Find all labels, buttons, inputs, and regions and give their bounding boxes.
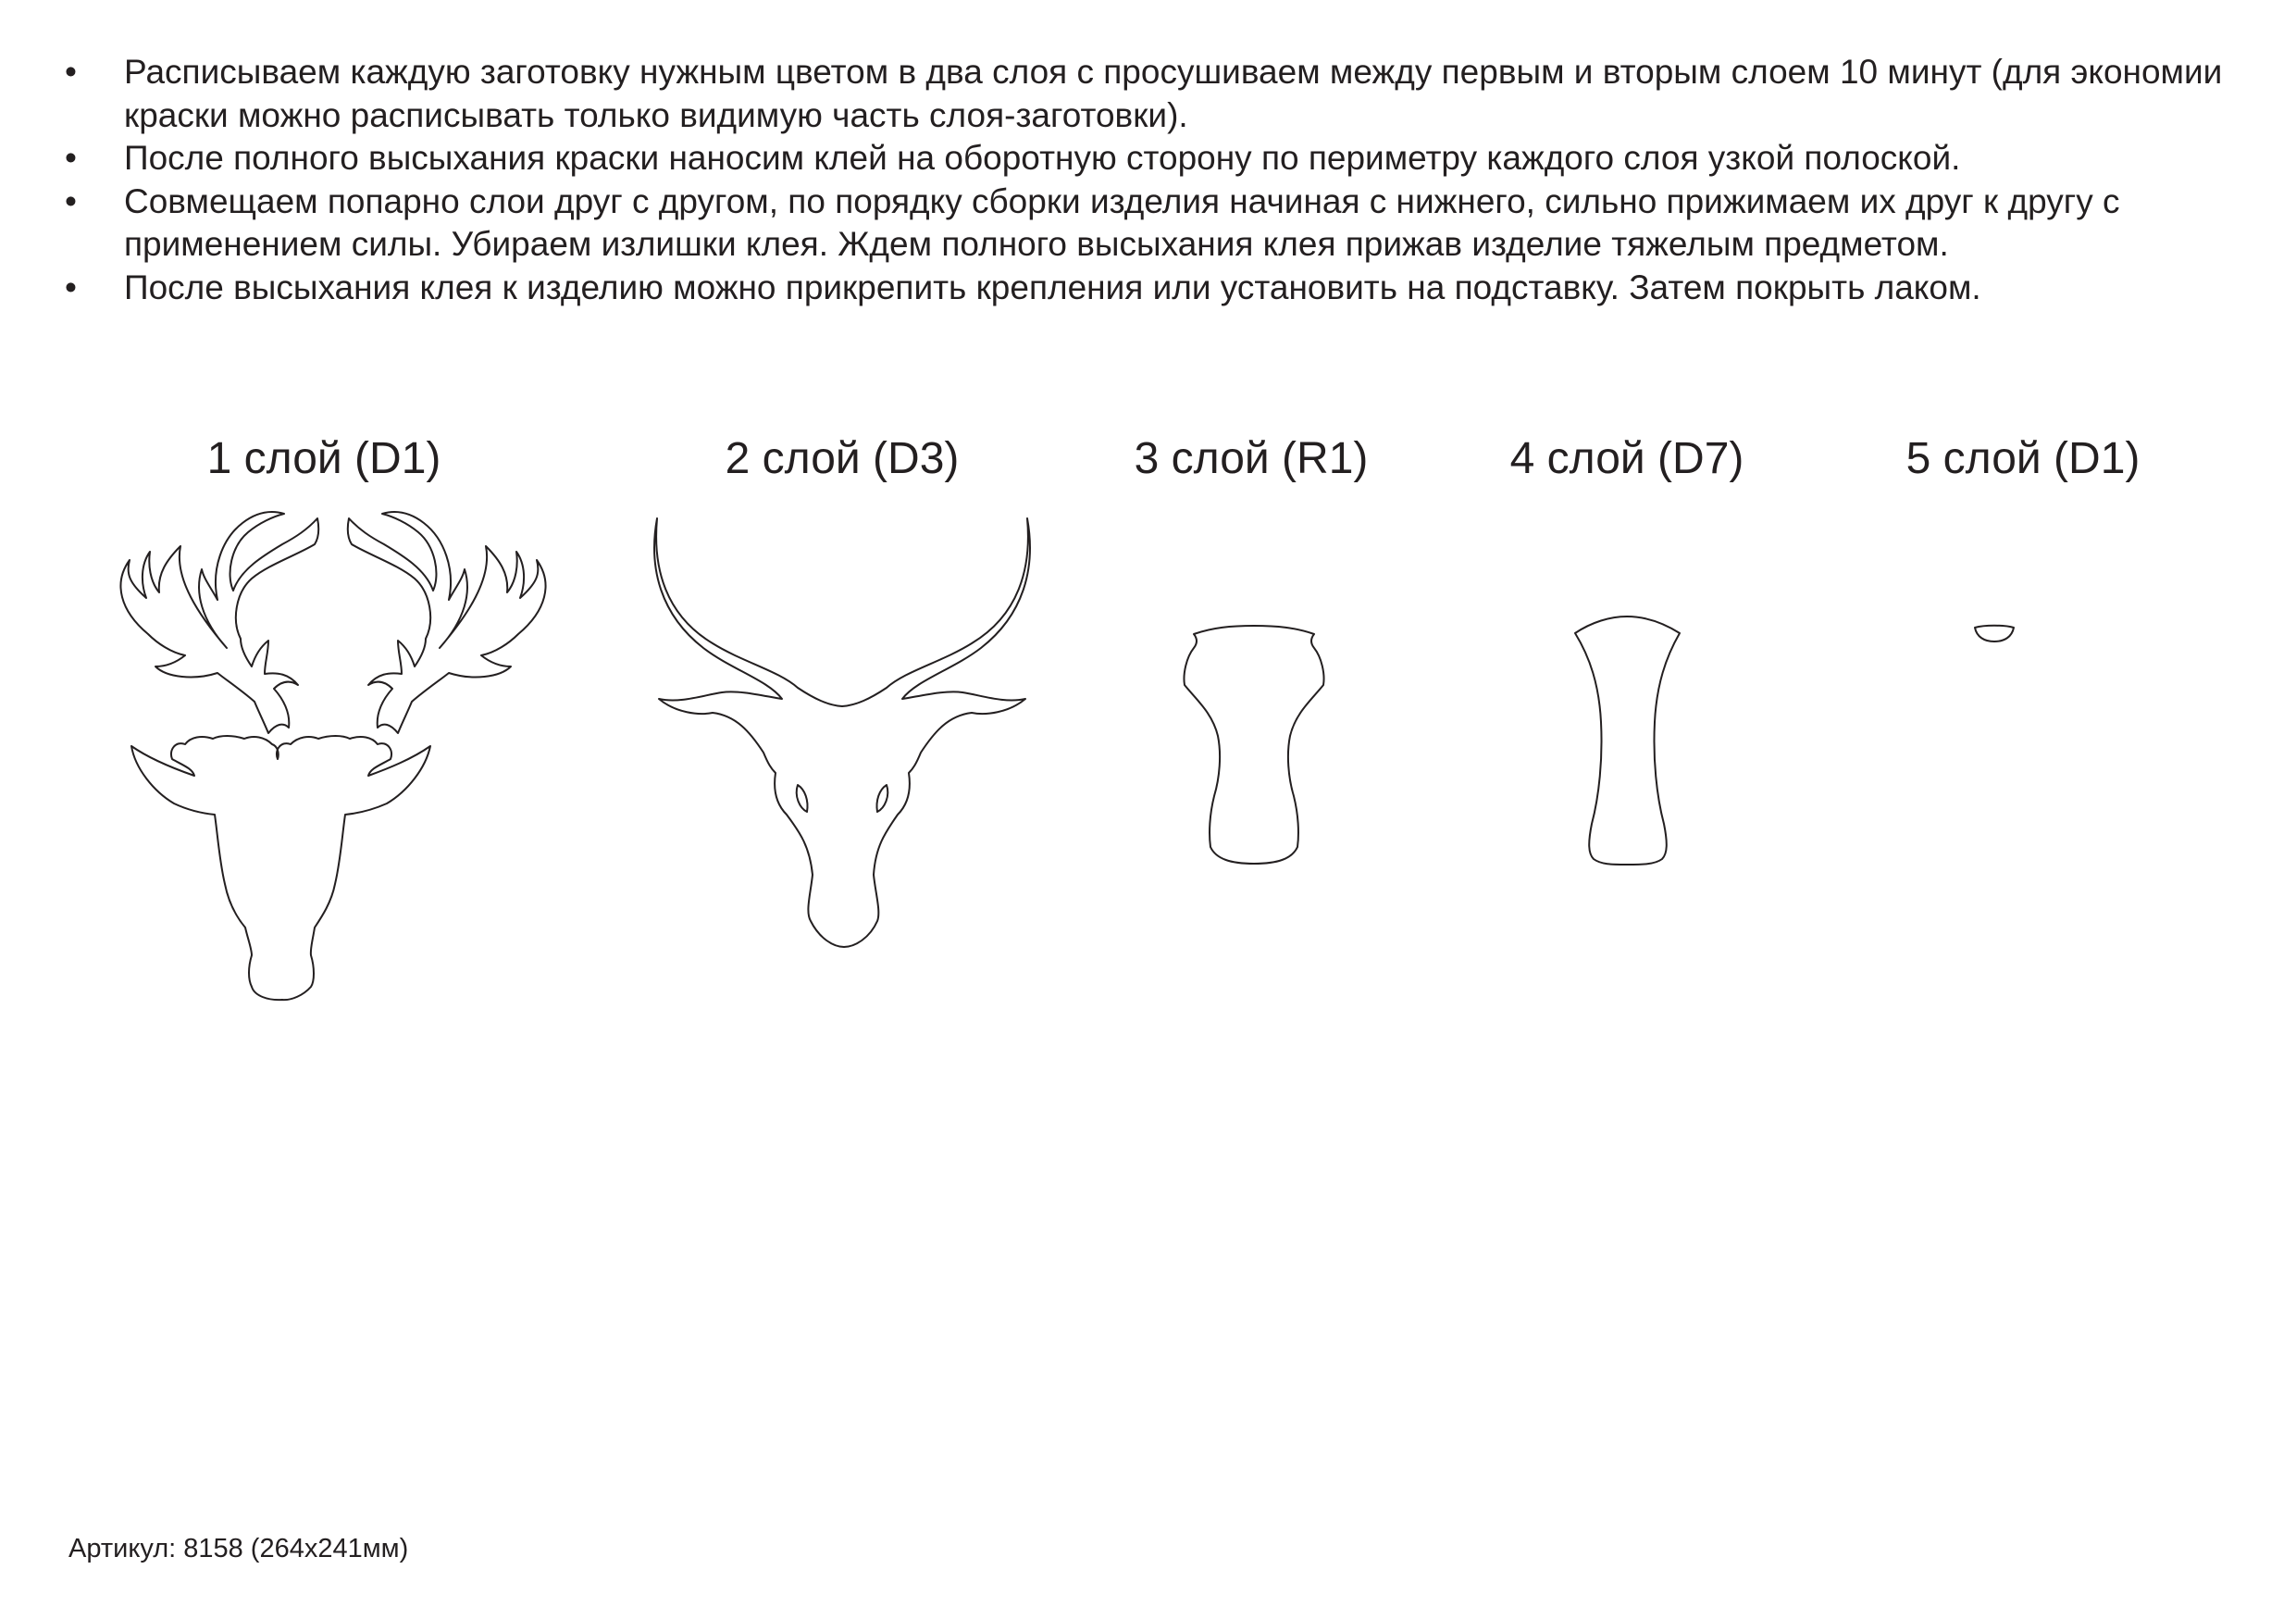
instruction-item	[65, 267, 2277, 310]
nose-tip-piece-icon	[1971, 620, 2017, 648]
muzzle-outline	[1184, 626, 1323, 864]
layer-4-label: 4 слой (D7)	[1509, 434, 1744, 483]
instruction-text: После высыхания клея к изделию можно прикрепить крепления или установить на подставку. Затем покрыть лаком.	[124, 268, 1981, 306]
bullet: •	[65, 181, 77, 220]
instruction-item	[65, 137, 2277, 181]
deer-head-outline	[131, 736, 430, 1000]
right-antler-icon	[348, 512, 546, 733]
muzzle-piece-icon	[1175, 611, 1333, 870]
instruction-text: Совмещаем попарно слои друг с другом, по порядку сборки изделия начиная с нижнего, сильно прижимаем их друг к другу с применением силы. Убираем излишки клея. Ждем полного высыхания клея прижав изделие тяжелым предметом.	[124, 181, 2120, 263]
layer-3-label: 3 слой (R1)	[1134, 434, 1369, 483]
article-number: Артикул: 8158 (264х241мм)	[68, 1534, 409, 1563]
left-antler-icon	[120, 512, 318, 733]
antelope-head-outline	[654, 518, 1030, 947]
nose-bridge-outline	[1575, 616, 1680, 865]
instruction-text: После полного высыхания краски наносим клей на оборотную сторону по периметру каждого слоя узкой полоской.	[124, 139, 1961, 177]
layer-5-label: 5 слой (D1)	[1905, 434, 2141, 483]
nose-tip-outline	[1975, 626, 2014, 641]
deer-head-with-antlers-icon	[93, 491, 574, 1009]
layer-1-label: 1 слой (D1)	[206, 434, 441, 483]
antelope-head-with-horns-icon	[648, 514, 1036, 958]
instruction-item	[65, 181, 2277, 267]
bullet: •	[65, 139, 77, 177]
layer-2-label: 2 слой (D3)	[725, 434, 960, 483]
bullet: •	[65, 53, 77, 91]
instruction-text: Расписываем каждую заготовку нужным цветом в два слоя с просушиваем между первым и вторым слоем 10 минут (для экономии краски можно расписывать только видимую часть слоя-заготовки).	[124, 53, 2223, 134]
instruction-item	[65, 51, 2277, 137]
nose-bridge-piece-icon	[1564, 611, 1694, 870]
bullet: •	[65, 268, 77, 306]
instructions-list	[65, 51, 2277, 309]
